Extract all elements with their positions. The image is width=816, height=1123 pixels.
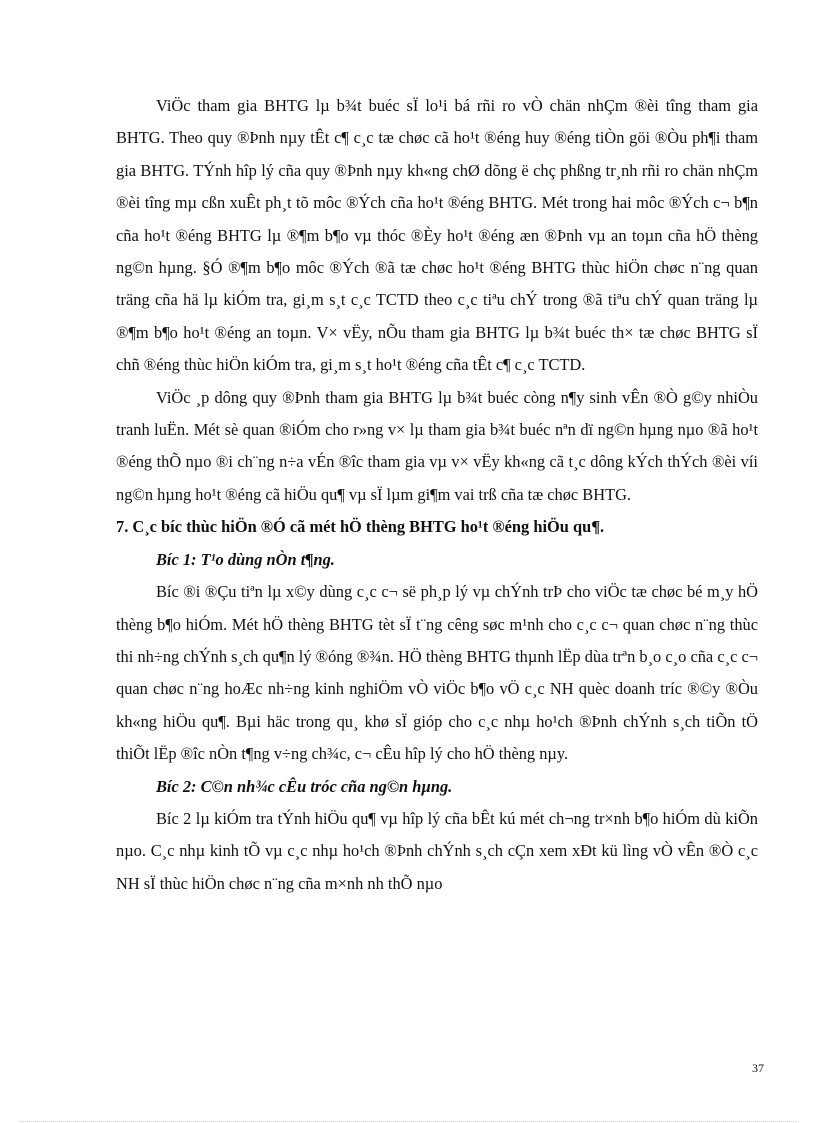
- step-subheading: Bíc 2: C©n nh¾c cÊu tróc cña ng©n hµng.: [156, 776, 453, 796]
- body-paragraph: Bíc ®i ®Çu tiªn lµ x©y dùng c¸c c¬ së ph¸p lý vµ chÝnh trÞ cho viÖc tæ chøc bé m¸y hÖ thèng b¶o hiÓm. Mét hÖ thèng BHTG tèt sÏ t¨ng cêng søc m¹nh cho c¸c c¬ quan chøc n¨ng thùc thi nh÷ng chÝnh s¸ch qu¶n lý ®óng ®¾n. HÖ thèng BHTG thµnh lËp dùa trªn b¸o c¸o cña c¸c c¬ quan chøc n¨ng hoÆc nh÷ng kinh nghiÖm vÒ viÖc b¶o vÖ c¸c NH quèc doanh tríc ®©y ®Òu kh«ng hiÖu qu¶. Bµi häc trong qu¸ khø sÏ gióp cho c¸c nhµ ho¹ch ®Þnh chÝnh s¸ch tiÕn tÖ thiÕt lËp ®îc nÒn t¶ng v÷ng ch¾c, c¬ cÊu hîp lý cho hÖ thèng nµy.: [116, 582, 758, 764]
- body-paragraph: ViÖc tham gia BHTG lµ b¾t buéc sÏ lo¹i bá rñi ro vÒ chän nhÇm ®èi tîng tham gia BHTG. Theo quy ®Þnh nµy tÊt c¶ c¸c tæ chøc cã ho¹t ®éng huy ®éng tiÒn göi ®Òu ph¶i tham gia BHTG. TÝnh hîp lý cña quy ®Þnh nµy kh«ng chØ dõng ë chç phßng tr¸nh rñi ro chän nhÇm ®èi tîng mµ cßn xuÊt ph¸t tõ môc ®Ých cña ho¹t ®éng BHTG. Mét trong hai môc ®Ých c¬ b¶n cña ho¹t ®éng BHTG lµ ®¶m b¶o vµ thóc ®Èy ho¹t ®éng æn ®Þnh vµ an toµn cña hÖ thèng ng©n hµng. §Ó ®¶m b¶o môc ®Ých ®ã tæ chøc ho¹t ®éng BHTG thùc hiÖn chøc n¨ng quan träng cña hä lµ kiÓm tra, gi¸m s¸t c¸c TCTD theo c¸c tiªu chÝ trong ®ã tiªu chÝ quan träng lµ ®¶m b¶o ho¹t ®éng an toµn. V× vËy, nÕu tham gia BHTG lµ b¾t buéc th× tæ chøc BHTG sÏ chñ ®éng thùc hiÖn kiÓm tra, gi¸m s¸t ho¹t ®éng cña tÊt c¶ c¸c TCTD.: [116, 96, 758, 375]
- document-body: [116, 90, 758, 900]
- step-subheading: Bíc 1: T¹o dùng nÒn t¶ng.: [156, 549, 335, 569]
- page-bottom-divider: [20, 1121, 796, 1122]
- page-number: 37: [752, 1061, 764, 1075]
- section-heading: 7. C¸c bíc thùc hiÖn ®Ó cã mét hÖ thèng BHTG ho¹t ®éng hiÖu qu¶.: [116, 517, 605, 537]
- body-paragraph: ViÖc ¸p dông quy ®Þnh tham gia BHTG lµ b¾t buéc còng n¶y sinh vÊn ®Ò g©y nhiÒu tranh luËn. Mét sè quan ®iÓm cho r»ng v× lµ tham gia b¾t buéc nªn dï ng©n hµng nµo ®ã ho¹t ®éng thÕ nµo ®i ch¨ng n÷a vÉn ®îc tham gia vµ v× vËy kh«ng cã t¸c dông kÝch thÝch ®èi víi ng©n hµng ho¹t ®éng cã hiÖu qu¶ vµ sÏ lµm gi¶m vai trß cña tæ chøc BHTG.: [116, 387, 758, 504]
- body-paragraph: Bíc 2 lµ kiÓm tra tÝnh hiÖu qu¶ vµ hîp lý cña bÊt kú mét ch¬ng tr×nh b¶o hiÓm dù kiÕn nµo. C¸c nhµ kinh tÕ vµ c¸c nhµ ho¹ch ®Þnh chÝnh s¸ch cÇn xem xÐt kü lìng vÒ vÊn ®Ò c¸c NH sÏ thùc hiÖn chøc n¨ng cña m×nh nh thÕ nµo: [116, 808, 758, 893]
